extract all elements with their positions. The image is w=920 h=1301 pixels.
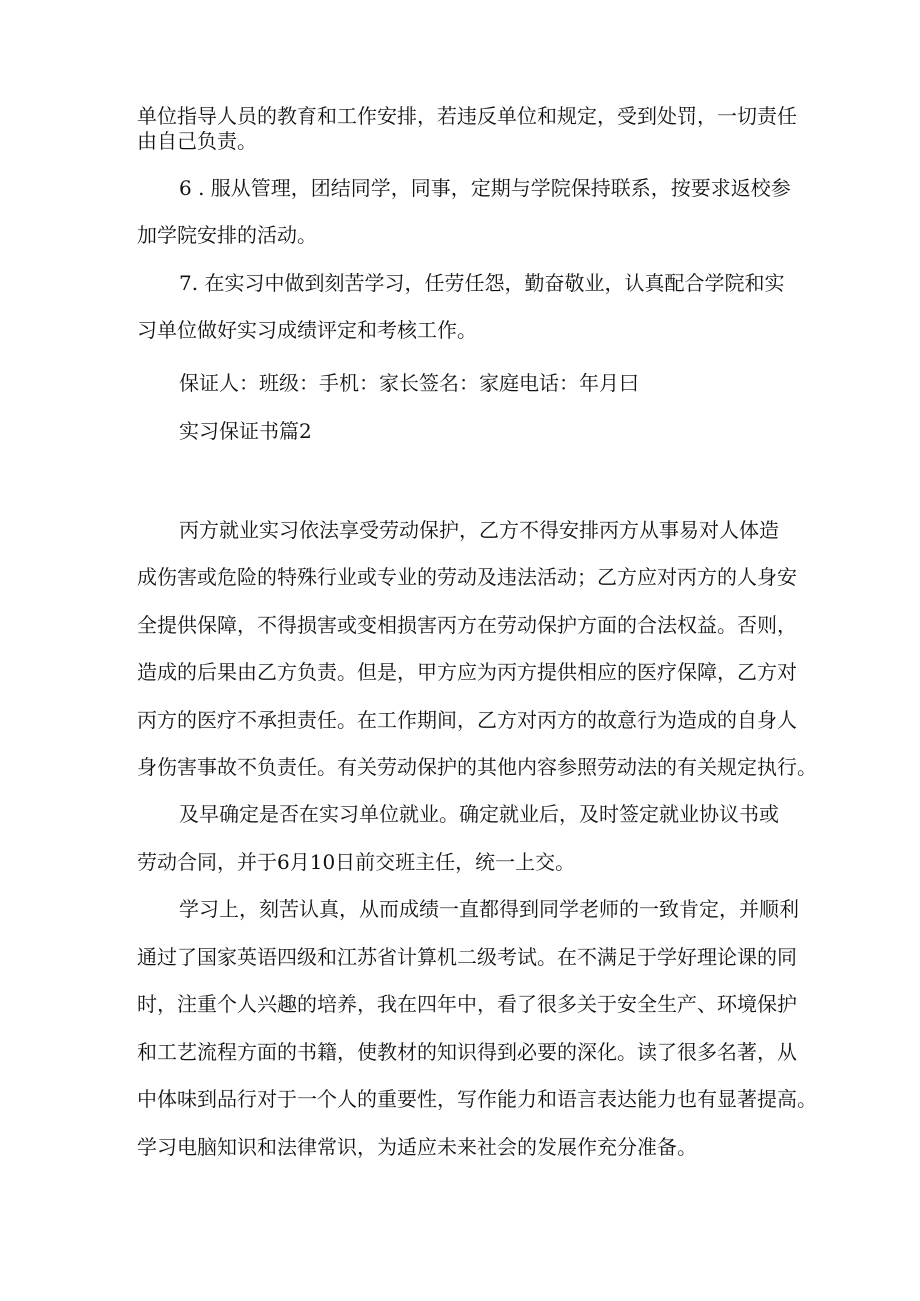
paragraph-line: 由自己负责。 [137,129,257,153]
paragraph-line: 身伤害事故不负责任。有关劳动保护的其他内容参照劳动法的有关规定执行。 [137,755,817,779]
paragraph-line: 成伤害或危险的特殊行业或专业的劳动及违法活动；乙方应对丙方的人身安 [137,565,797,589]
paragraph-line: 7. 在实习中做到刻苦学习，任劳任怨，勤奋敬业，认真配合学院和实 [179,271,785,295]
paragraph-line: 6 . 服从管理，团结同学，同事，定期与学院保持联系，按要求返校参 [179,176,791,200]
paragraph-line: 时，注重个人兴趣的培养，我在四年中，看了很多关于安全生产、环境保护 [137,992,797,1016]
paragraph-line: 学习上，刻苦认真，从而成绩一直都得到同学老师的一致肯定，并顺利 [179,897,799,921]
paragraph-line: 劳动合同，并于6月10日前交班主任，统一上交。 [137,850,576,874]
paragraph-line: 丙方就业实习依法享受劳动保护，乙方不得安排丙方从事易对人体造 [179,518,779,542]
paragraph-line: 学习电脑知识和法律常识，为适应未来社会的发展作充分准备。 [137,1135,697,1159]
signature-line: 保证人：班级：手机：家长签名：家庭电话：年月曰 [179,371,639,395]
paragraph-line: 及早确定是否在实习单位就业。确定就业后，及时签定就业协议书或 [179,802,779,826]
paragraph-line: 习单位做好实习成绩评定和考核工作。 [137,318,477,342]
paragraph-line: 单位指导人员的教育和工作安排，若违反单位和规定，受到处罚，一切责任 [137,104,797,128]
paragraph-line: 全提供保障，不得损害或变相损害丙方在劳动保护方面的合法权益。否则， [137,613,797,637]
paragraph-line: 加学院安排的活动。 [137,223,317,247]
paragraph-line: 丙方的医疗不承担责任。在工作期间，乙方对丙方的故意行为造成的自身人 [137,708,797,732]
paragraph-line: 和工艺流程方面的书籍，使教材的知识得到必要的深化。读了很多名著，从 [137,1040,797,1064]
paragraph-line: 通过了国家英语四级和江苏省计算机二级考试。在不满足于学好理论课的同 [137,945,797,969]
section-title: 实习保证书篇2 [179,419,312,443]
paragraph-line: 造成的后果由乙方负责。但是，甲方应为丙方提供相应的医疗保障，乙方对 [137,660,797,684]
paragraph-line: 中体味到品行对于一个人的重要性，写作能力和语言表达能力也有显著提高。 [137,1087,817,1111]
